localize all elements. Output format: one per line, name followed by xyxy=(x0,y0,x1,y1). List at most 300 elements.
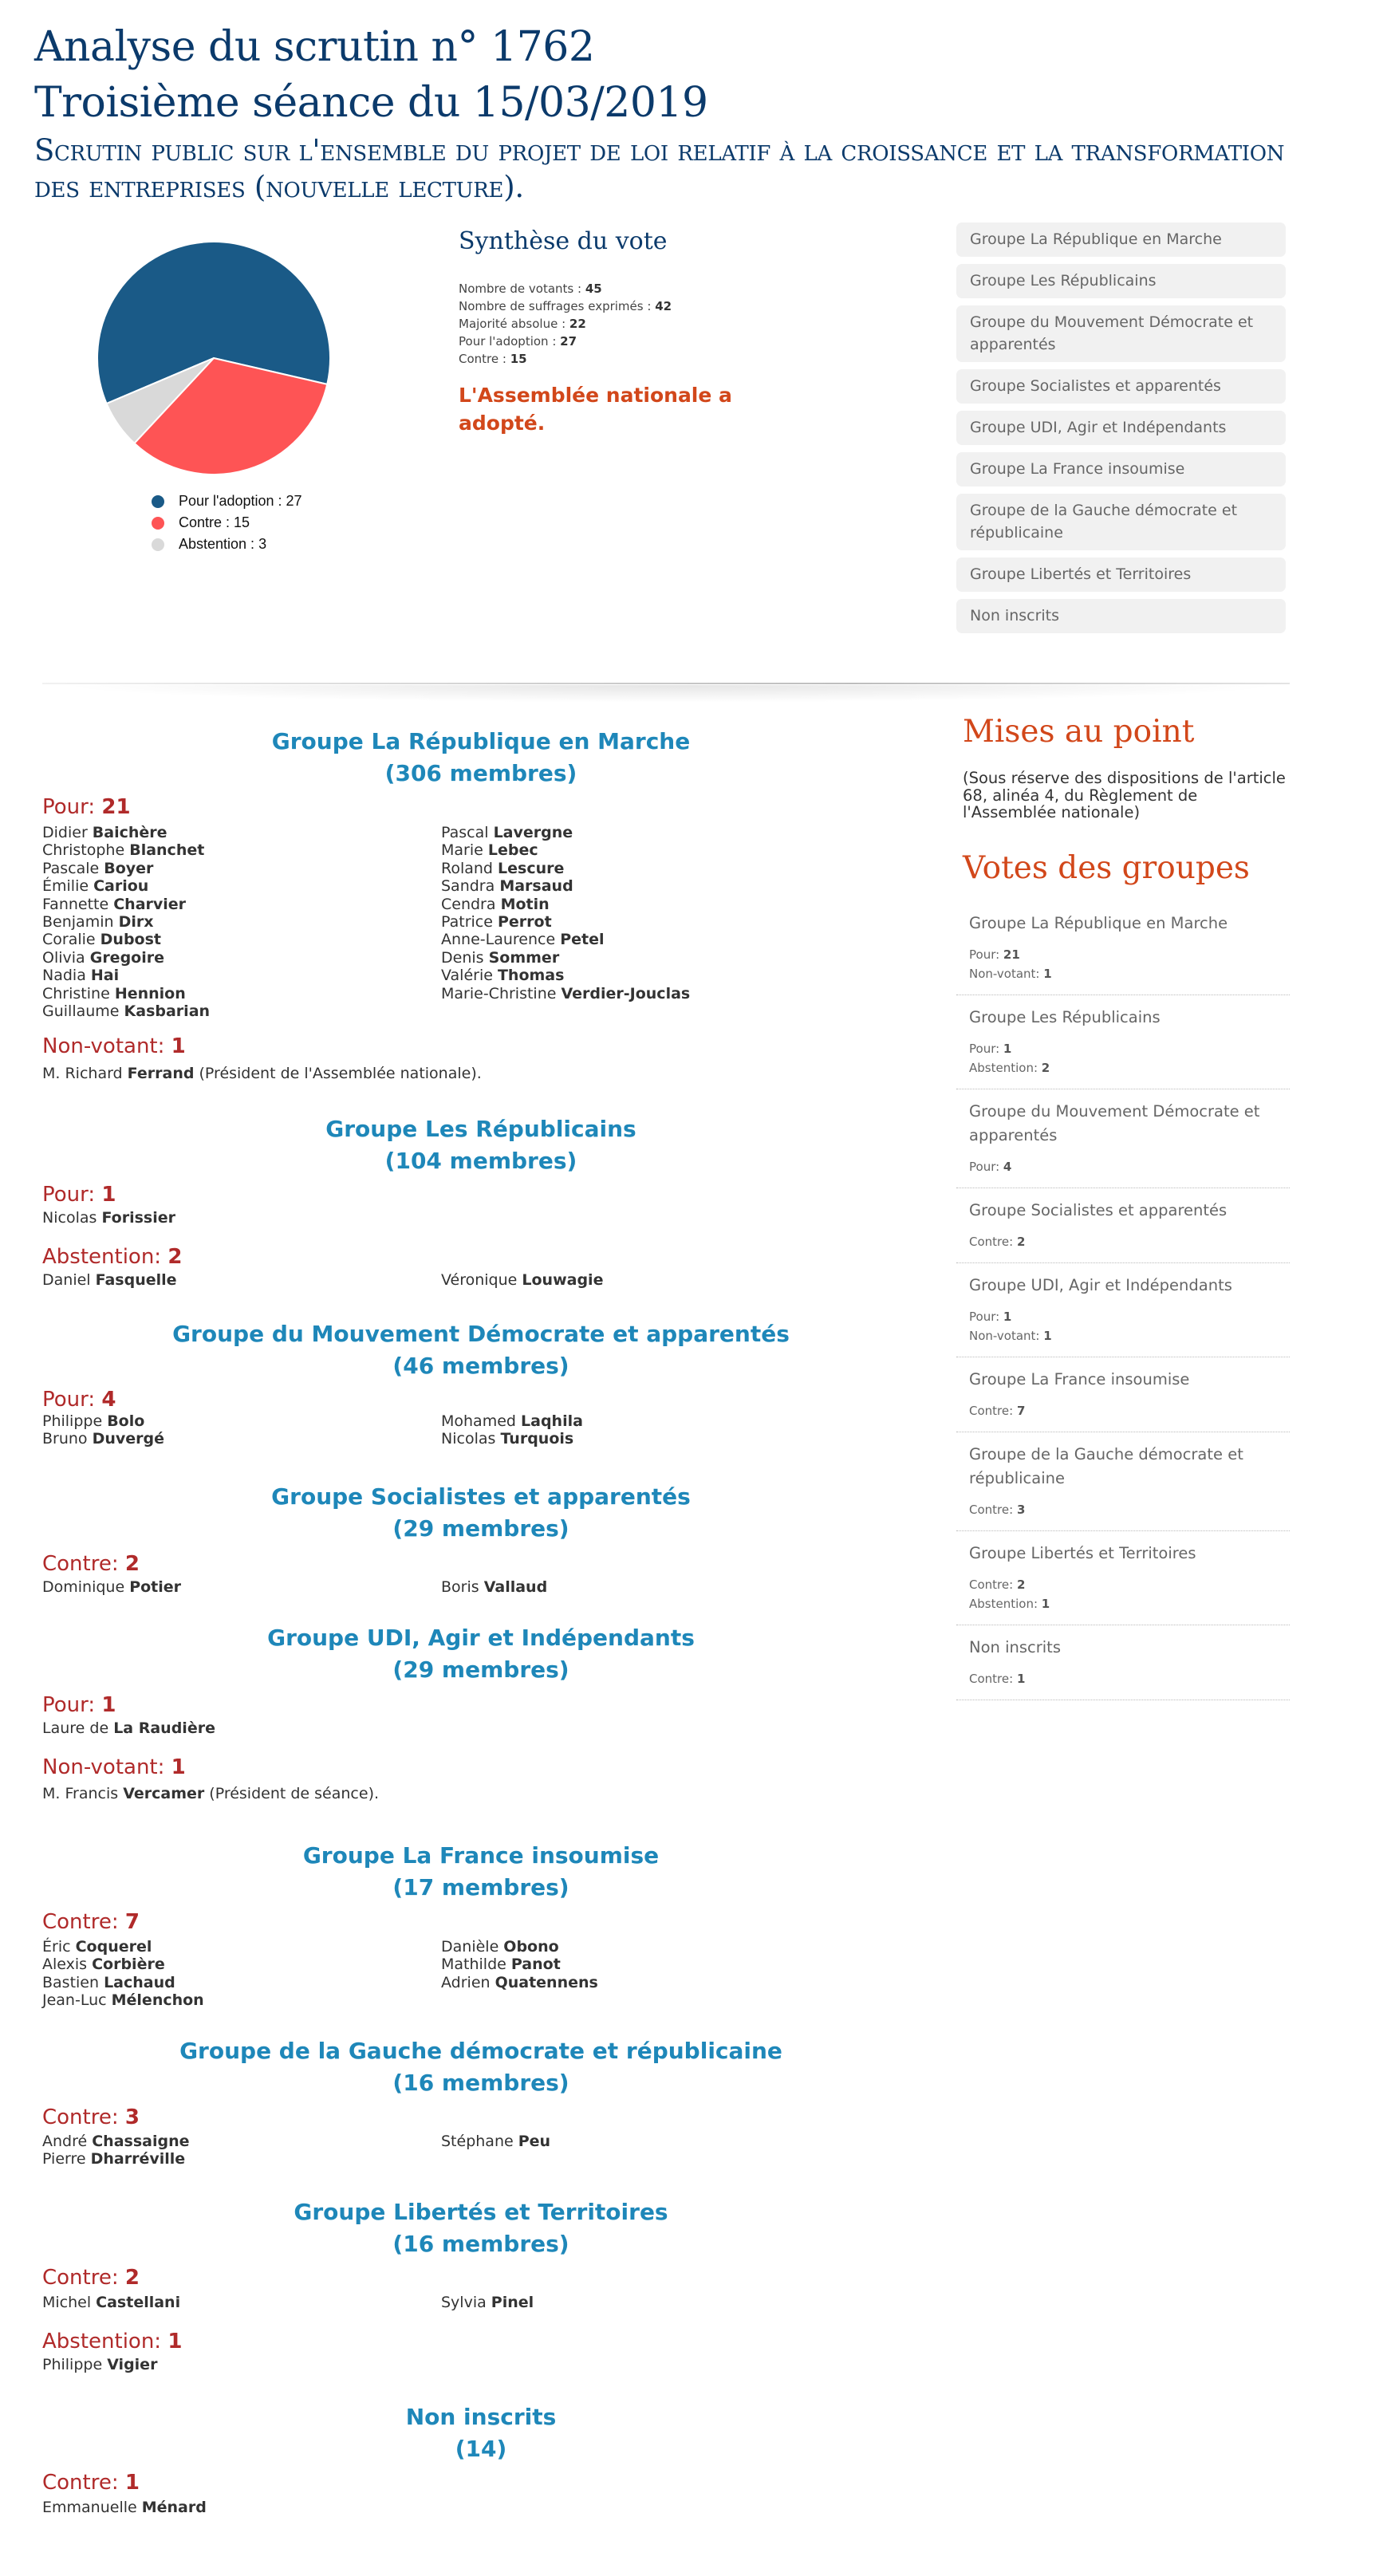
deputy-last-name: La Raudière xyxy=(113,1719,215,1737)
legend-dot-abstention-icon xyxy=(152,538,164,551)
group-members-count: (29 membres) xyxy=(392,1656,569,1683)
vote-position-heading xyxy=(42,1551,140,1577)
deputy-first-name: Olivia xyxy=(42,948,90,967)
deputy-last-name: Dirx xyxy=(118,912,154,931)
mises-au-point-title: Mises au point xyxy=(963,714,1195,750)
group-vote-line xyxy=(969,1500,1283,1519)
group-vote-lines xyxy=(969,1500,1283,1519)
deputy-first-name: Danièle xyxy=(441,1938,504,1956)
page-subtitle: Scrutin public sur l'ensemble du projet de loi relatif à la croissance et la transformation des entreprises (nouvelle lecture). xyxy=(34,133,1285,204)
deputy-list xyxy=(42,824,840,1020)
vote-position-heading xyxy=(42,2329,182,2354)
deputy-last-name: Sommer xyxy=(488,948,560,967)
group-vote-name[interactable]: Groupe Libertés et Territoires xyxy=(969,1544,1196,1562)
group-vote-summary[interactable] xyxy=(956,1432,1290,1531)
group-vote-summary[interactable] xyxy=(956,995,1290,1089)
deputy-last-name: Vallaud xyxy=(483,1578,548,1596)
group-vote-label: Non-votant: xyxy=(969,1329,1044,1343)
deputy-name xyxy=(441,913,840,931)
deputy-last-name: Perrot xyxy=(497,912,552,931)
deputy-name xyxy=(441,985,840,1002)
vote-position-label: Abstention: xyxy=(42,2330,168,2353)
deputy-name xyxy=(42,877,441,895)
deputy-last-name: Motin xyxy=(500,895,550,913)
deputy-last-name: Dubost xyxy=(100,931,161,949)
pie-svg xyxy=(94,238,333,478)
section-divider xyxy=(42,683,1290,684)
group-vote-name[interactable]: Groupe UDI, Agir et Indépendants xyxy=(969,1276,1232,1294)
deputy-list xyxy=(42,1719,840,1737)
group-nav-button[interactable]: Groupe Les Républicains xyxy=(956,264,1286,298)
group-vote-line xyxy=(969,1669,1283,1688)
group-vote-summary[interactable] xyxy=(956,1263,1290,1357)
deputy-name xyxy=(42,841,441,859)
group-vote-line xyxy=(969,1307,1283,1326)
group-vote-lines xyxy=(969,1575,1283,1613)
vote-position-label: Contre: xyxy=(42,2266,125,2290)
group-members-count: (29 membres) xyxy=(392,1515,569,1542)
deputy-last-name: Kasbarian xyxy=(124,1002,211,1020)
deputy-name xyxy=(42,949,441,967)
deputy-name xyxy=(441,841,840,859)
deputy-first-name: Guillaume xyxy=(42,1002,124,1020)
page-title-scrutin: Analyse du scrutin n° 1762 xyxy=(34,23,595,71)
group-vote-summary[interactable] xyxy=(956,1357,1290,1432)
deputy-list xyxy=(42,1412,840,1448)
group-heading: Non inscrits xyxy=(405,2404,557,2430)
deputy-name xyxy=(441,877,840,895)
group-nav-button[interactable]: Groupe de la Gauche démocrate et républicaine xyxy=(956,494,1286,550)
group-vote-label: Pour: xyxy=(969,947,1003,962)
group-vote-label: Contre: xyxy=(969,1404,1017,1418)
group-vote-value: 21 xyxy=(1003,947,1020,962)
group-heading: Groupe du Mouvement Démocrate et apparentés xyxy=(172,1321,790,1347)
deputy-name xyxy=(42,1938,441,1956)
group-members-count: (46 membres) xyxy=(392,1353,569,1379)
deputy-list xyxy=(42,1578,840,1596)
vote-position-count: 1 xyxy=(124,2471,140,2495)
group-vote-lines xyxy=(969,1307,1283,1345)
deputy-name xyxy=(42,2150,441,2168)
deputy-first-name: Coralie xyxy=(42,931,100,949)
group-vote-summary[interactable] xyxy=(956,901,1290,995)
group-nav-button[interactable]: Groupe La République en Marche xyxy=(956,223,1286,257)
group-vote-name[interactable]: Groupe La France insoumise xyxy=(969,1370,1190,1388)
deputy-last-name: Charvier xyxy=(113,895,187,913)
group-members-count: (14) xyxy=(455,2436,507,2462)
group-heading: Groupe Libertés et Territoires xyxy=(294,2199,668,2225)
deputy-last-name: Marsaud xyxy=(499,877,573,896)
vote-position-heading xyxy=(42,794,131,820)
deputy-name xyxy=(441,860,840,877)
deputy-last-name: Thomas xyxy=(497,967,565,985)
deputy-first-name: Alexis xyxy=(42,1956,93,1974)
group-vote-lines xyxy=(969,1157,1283,1176)
synthese-row xyxy=(459,333,672,350)
deputy-last-name: Bolo xyxy=(107,1412,145,1430)
deputy-name xyxy=(441,2294,840,2311)
deputy-name xyxy=(441,1430,840,1448)
legend-label: Contre : 15 xyxy=(179,514,250,530)
deputy-last-name: Hennion xyxy=(114,984,186,1002)
group-nav-button[interactable]: Non inscrits xyxy=(956,599,1286,633)
group-vote-label: Contre: xyxy=(969,1235,1017,1249)
vote-position-heading xyxy=(42,1034,186,1059)
deputy-name xyxy=(441,1578,840,1596)
group-vote-line xyxy=(969,1039,1283,1058)
deputy-name xyxy=(42,913,441,931)
group-members-count: (16 membres) xyxy=(392,2070,569,2096)
group-members-count: (16 membres) xyxy=(392,2231,569,2257)
deputy-first-name: Marie xyxy=(441,841,488,860)
vote-position-heading xyxy=(42,1244,182,1270)
deputy-name xyxy=(42,860,441,877)
vote-position-heading xyxy=(42,1182,116,1207)
synthese-title: Synthèse du vote xyxy=(459,227,668,255)
vote-position-label: Pour: xyxy=(42,1183,102,1207)
group-vote-line xyxy=(969,1326,1283,1345)
deputy-first-name: Christine xyxy=(42,984,115,1002)
vote-position-count: 4 xyxy=(101,1388,116,1412)
deputy-name xyxy=(441,949,840,967)
group-vote-label: Non-votant: xyxy=(969,967,1044,981)
group-vote-name[interactable]: Groupe Les Républicains xyxy=(969,1008,1161,1026)
mises-au-point-text: (Sous réserve des dispositions de l'article 68, alinéa 4, du Règlement de l'Assemblée nationale) xyxy=(963,769,1286,821)
deputy-list xyxy=(42,2356,840,2373)
vote-position-count: 21 xyxy=(101,795,131,819)
deputy-last-name: Dharréville xyxy=(90,2150,186,2168)
group-vote-lines xyxy=(969,1039,1283,1077)
deputy-last-name: Lavergne xyxy=(493,824,573,841)
deputy-last-name: Obono xyxy=(503,1938,559,1956)
deputy-name xyxy=(441,2133,840,2150)
group-vote-label: Contre: xyxy=(969,1503,1017,1517)
vote-position-count: 3 xyxy=(124,2105,140,2129)
deputy-first-name: Émilie xyxy=(42,877,94,896)
deputy-name xyxy=(42,1991,441,2009)
deputy-last-name: Louwagie xyxy=(522,1271,604,1289)
deputy-last-name: Chassaigne xyxy=(92,2133,190,2150)
vote-position-count: 2 xyxy=(124,2266,140,2290)
group-vote-value: 2 xyxy=(1016,1235,1026,1249)
deputy-note-prefix: M. Richard xyxy=(42,1065,128,1082)
deputy-first-name: Nadia xyxy=(42,967,91,985)
group-vote-value: 7 xyxy=(1016,1404,1026,1418)
synthese-value: 22 xyxy=(569,317,586,331)
group-vote-lines xyxy=(969,1401,1283,1420)
deputy-last-name: Peu xyxy=(518,2133,551,2150)
group-vote-name[interactable]: Groupe de la Gauche démocrate et républicaine xyxy=(969,1445,1243,1487)
legend-item-pour xyxy=(152,490,302,512)
vote-position-label: Abstention: xyxy=(42,1245,168,1269)
deputy-first-name: André xyxy=(42,2133,93,2150)
deputy-name xyxy=(42,985,441,1002)
group-nav-button[interactable]: Groupe UDI, Agir et Indépendants xyxy=(956,411,1286,445)
deputy-first-name: Sandra xyxy=(441,877,500,896)
deputy-first-name: Fannette xyxy=(42,895,114,913)
group-members-count: (17 membres) xyxy=(392,1874,569,1900)
group-vote-value: 1 xyxy=(1003,1042,1012,1056)
vote-pie-chart xyxy=(94,238,333,478)
deputy-name xyxy=(42,824,441,841)
vote-position-label: Contre: xyxy=(42,1552,125,1576)
vote-position-count: 2 xyxy=(124,1552,140,1576)
deputy-first-name: Mathilde xyxy=(441,1956,511,1974)
group-vote-name[interactable]: Groupe La République en Marche xyxy=(969,914,1228,932)
deputy-first-name: Patrice xyxy=(441,912,498,931)
vote-position-count: 1 xyxy=(101,1183,116,1207)
deputy-list xyxy=(42,1938,840,2010)
deputy-name xyxy=(42,1430,441,1448)
vote-position-label: Pour: xyxy=(42,1693,102,1717)
deputy-last-name: Baichère xyxy=(92,824,167,841)
deputy-last-name: Cariou xyxy=(93,877,149,896)
group-vote-value: 1 xyxy=(1043,967,1052,981)
deputy-name xyxy=(42,1578,441,1596)
vote-position-label: Contre: xyxy=(42,2105,125,2129)
vote-position-count: 7 xyxy=(124,1910,140,1934)
group-vote-line xyxy=(969,1232,1283,1251)
deputy-name xyxy=(42,1271,441,1289)
group-vote-label: Abstention: xyxy=(969,1061,1042,1075)
deputy-name xyxy=(42,1412,441,1430)
deputy-last-name: Lachaud xyxy=(104,1973,175,1991)
deputy-name xyxy=(441,896,840,913)
deputy-first-name: Emmanuelle xyxy=(42,2499,142,2516)
deputy-first-name: Bastien xyxy=(42,1973,104,1991)
group-vote-line xyxy=(969,964,1283,983)
vote-position-count: 2 xyxy=(167,1245,183,1269)
deputy-first-name: Michel xyxy=(42,2294,97,2311)
legend-item-abstention xyxy=(152,534,302,555)
group-heading: Groupe UDI, Agir et Indépendants xyxy=(267,1625,695,1651)
group-heading: Groupe Les Républicains xyxy=(325,1116,636,1142)
deputy-last-name: Corbière xyxy=(92,1956,165,1974)
deputy-last-name: Petel xyxy=(560,931,605,949)
vote-position-heading xyxy=(42,2470,140,2495)
deputy-name xyxy=(441,1412,840,1430)
group-vote-name[interactable]: Groupe Socialistes et apparentés xyxy=(969,1201,1228,1219)
deputy-last-name: Forissier xyxy=(101,1209,175,1227)
page-title-seance: Troisième séance du 15/03/2019 xyxy=(34,79,708,127)
deputy-name xyxy=(42,896,441,913)
deputy-first-name: Stéphane xyxy=(441,2133,518,2150)
deputy-first-name: Mohamed xyxy=(441,1412,522,1430)
deputy-name xyxy=(441,1938,840,1956)
deputy-first-name: Didier xyxy=(42,824,93,841)
group-vote-value: 1 xyxy=(1016,1672,1026,1686)
votes-des-groupes-title: Votes des groupes xyxy=(963,850,1250,886)
deputy-last-name: Fasquelle xyxy=(95,1271,177,1289)
group-vote-name[interactable]: Groupe du Mouvement Démocrate et apparentés xyxy=(969,1102,1260,1144)
deputy-note xyxy=(42,1784,379,1803)
deputy-first-name: Roland xyxy=(441,859,498,877)
group-vote-label: Contre: xyxy=(969,1578,1017,1592)
group-vote-summary[interactable] xyxy=(956,1625,1290,1700)
deputy-note-suffix: (Président de l'Assemblée nationale). xyxy=(194,1065,482,1082)
deputy-first-name: Philippe xyxy=(42,1412,108,1430)
deputy-note-suffix: (Président de séance). xyxy=(204,1785,380,1802)
deputy-last-name: Ferrand xyxy=(127,1065,195,1082)
deputy-last-name: Panot xyxy=(510,1956,561,1974)
legend-dot-contre-icon xyxy=(152,517,164,530)
group-vote-lines xyxy=(969,945,1283,983)
deputy-first-name: Pascale xyxy=(42,859,104,877)
deputy-first-name: Boris xyxy=(441,1578,484,1596)
synthese-label: Pour l'adoption : xyxy=(459,334,561,349)
deputy-first-name: Marie-Christine xyxy=(441,984,562,1002)
group-members-count: (104 membres) xyxy=(384,1148,577,1174)
synthese-list xyxy=(459,280,672,368)
deputy-last-name: Vigier xyxy=(107,2356,158,2373)
votes-des-groupes-list xyxy=(956,901,1290,1700)
group-nav-button[interactable]: Groupe Libertés et Territoires xyxy=(956,557,1286,592)
vote-position-count: 1 xyxy=(101,1693,116,1717)
synthese-label: Contre : xyxy=(459,352,510,366)
vote-position-heading xyxy=(42,1387,116,1412)
group-vote-label: Pour: xyxy=(969,1310,1003,1324)
deputy-first-name: Jean-Luc xyxy=(42,1991,112,2010)
deputy-list xyxy=(42,2133,840,2168)
vote-position-heading xyxy=(42,2105,140,2130)
synthese-row xyxy=(459,350,672,368)
group-vote-line xyxy=(969,1575,1283,1594)
deputy-last-name: Boyer xyxy=(104,859,154,877)
group-vote-line xyxy=(969,945,1283,964)
deputy-last-name: Hai xyxy=(90,967,120,985)
group-vote-value: 2 xyxy=(1016,1578,1026,1592)
deputy-name xyxy=(441,1271,840,1289)
pie-legend xyxy=(152,490,302,555)
deputy-first-name: Dominique xyxy=(42,1578,130,1596)
group-vote-value: 1 xyxy=(1043,1329,1052,1343)
group-vote-summary[interactable] xyxy=(956,1531,1290,1625)
group-vote-line xyxy=(969,1058,1283,1077)
deputy-list xyxy=(42,1209,840,1227)
synthese-value: 27 xyxy=(560,334,577,349)
deputy-first-name: Anne-Laurence xyxy=(441,931,561,949)
deputy-first-name: Valérie xyxy=(441,967,498,985)
group-heading: Groupe La République en Marche xyxy=(271,728,691,754)
group-vote-label: Pour: xyxy=(969,1160,1003,1174)
deputy-list xyxy=(42,2294,840,2311)
synthese-label: Nombre de votants : xyxy=(459,282,585,296)
legend-item-contre xyxy=(152,512,302,534)
group-vote-label: Pour: xyxy=(969,1042,1003,1056)
deputy-last-name: Coquerel xyxy=(75,1938,152,1956)
synthese-row xyxy=(459,315,672,333)
group-vote-value: 1 xyxy=(1003,1310,1012,1324)
group-vote-summary[interactable] xyxy=(956,1188,1290,1263)
deputy-name xyxy=(441,931,840,948)
deputy-first-name: Bruno xyxy=(42,1430,93,1448)
deputy-last-name: Castellani xyxy=(96,2294,181,2311)
deputy-name xyxy=(42,1002,441,1020)
group-vote-label: Contre: xyxy=(969,1672,1017,1686)
deputy-list xyxy=(42,1271,840,1289)
group-vote-label: Abstention: xyxy=(969,1597,1042,1611)
group-vote-value: 3 xyxy=(1016,1503,1026,1517)
vote-position-count: 1 xyxy=(171,1755,186,1779)
synthese-value: 45 xyxy=(585,282,602,296)
deputy-note-prefix: M. Francis xyxy=(42,1785,124,1802)
legend-label: Pour l'adoption : 27 xyxy=(179,493,302,509)
deputy-name xyxy=(42,2499,441,2516)
deputy-list xyxy=(42,2499,840,2516)
deputy-last-name: Pinel xyxy=(491,2294,534,2311)
deputy-last-name: Quatennens xyxy=(495,1973,598,1991)
deputy-name xyxy=(42,1209,441,1227)
group-nav-button[interactable]: Groupe La France insoumise xyxy=(956,452,1286,486)
legend-label: Abstention : 3 xyxy=(179,536,267,552)
section-divider-shadow xyxy=(56,685,1284,703)
deputy-last-name: Turquois xyxy=(500,1430,574,1448)
synthese-row xyxy=(459,280,672,297)
vote-position-label: Non-votant: xyxy=(42,1755,171,1779)
group-vote-summary[interactable] xyxy=(956,1089,1290,1188)
deputy-first-name: Nicolas xyxy=(42,1209,102,1227)
vote-position-heading xyxy=(42,2265,140,2290)
deputy-first-name: Benjamin xyxy=(42,912,119,931)
synthese-value: 15 xyxy=(510,352,527,366)
synthese-row xyxy=(459,297,672,315)
deputy-name xyxy=(42,2356,441,2373)
group-vote-value: 4 xyxy=(1003,1160,1012,1174)
deputy-last-name: Verdier-Jouclas xyxy=(561,984,691,1002)
deputy-last-name: Blanchet xyxy=(129,841,205,860)
deputy-last-name: Laqhila xyxy=(521,1412,583,1430)
synthese-label: Nombre de suffrages exprimés : xyxy=(459,299,656,313)
group-nav-button[interactable]: Groupe du Mouvement Démocrate et apparentés xyxy=(956,305,1286,362)
group-members-count: (306 membres) xyxy=(384,760,577,786)
legend-dot-pour-icon xyxy=(152,495,164,508)
group-vote-lines xyxy=(969,1669,1283,1688)
vote-position-label: Pour: xyxy=(42,795,102,819)
deputy-last-name: Vercamer xyxy=(123,1785,205,1802)
synthese-value: 42 xyxy=(655,299,672,313)
deputy-first-name: Éric xyxy=(42,1938,76,1956)
deputy-first-name: Pierre xyxy=(42,2150,91,2168)
group-vote-name[interactable]: Non inscrits xyxy=(969,1638,1061,1656)
deputy-last-name: Lebec xyxy=(487,841,538,860)
vote-position-heading xyxy=(42,1755,186,1780)
vote-position-label: Non-votant: xyxy=(42,1034,171,1058)
deputy-first-name: Adrien xyxy=(441,1973,495,1991)
deputy-last-name: Duvergé xyxy=(92,1430,165,1448)
deputy-first-name: Christophe xyxy=(42,841,130,860)
deputy-first-name: Denis xyxy=(441,948,489,967)
deputy-last-name: Gregoire xyxy=(89,948,164,967)
synthese-label: Majorité absolue : xyxy=(459,317,569,331)
deputy-last-name: Ménard xyxy=(141,2499,207,2516)
deputy-name xyxy=(441,967,840,984)
vote-result: L'Assemblée nationale a adopté. xyxy=(459,384,732,435)
group-vote-line xyxy=(969,1157,1283,1176)
group-nav-button[interactable]: Groupe Socialistes et apparentés xyxy=(956,369,1286,404)
vote-position-label: Pour: xyxy=(42,1388,102,1412)
group-vote-line xyxy=(969,1594,1283,1613)
deputy-name xyxy=(441,1974,840,1991)
vote-position-count: 1 xyxy=(167,2330,183,2353)
deputy-name xyxy=(42,1956,441,1973)
deputy-name xyxy=(441,824,840,841)
group-vote-value: 2 xyxy=(1041,1061,1050,1075)
deputy-name xyxy=(42,2133,441,2150)
deputy-first-name: Nicolas xyxy=(441,1430,501,1448)
group-heading: Groupe Socialistes et apparentés xyxy=(271,1483,691,1510)
vote-position-label: Contre: xyxy=(42,1910,125,1934)
deputy-first-name: Pascal xyxy=(441,824,494,841)
